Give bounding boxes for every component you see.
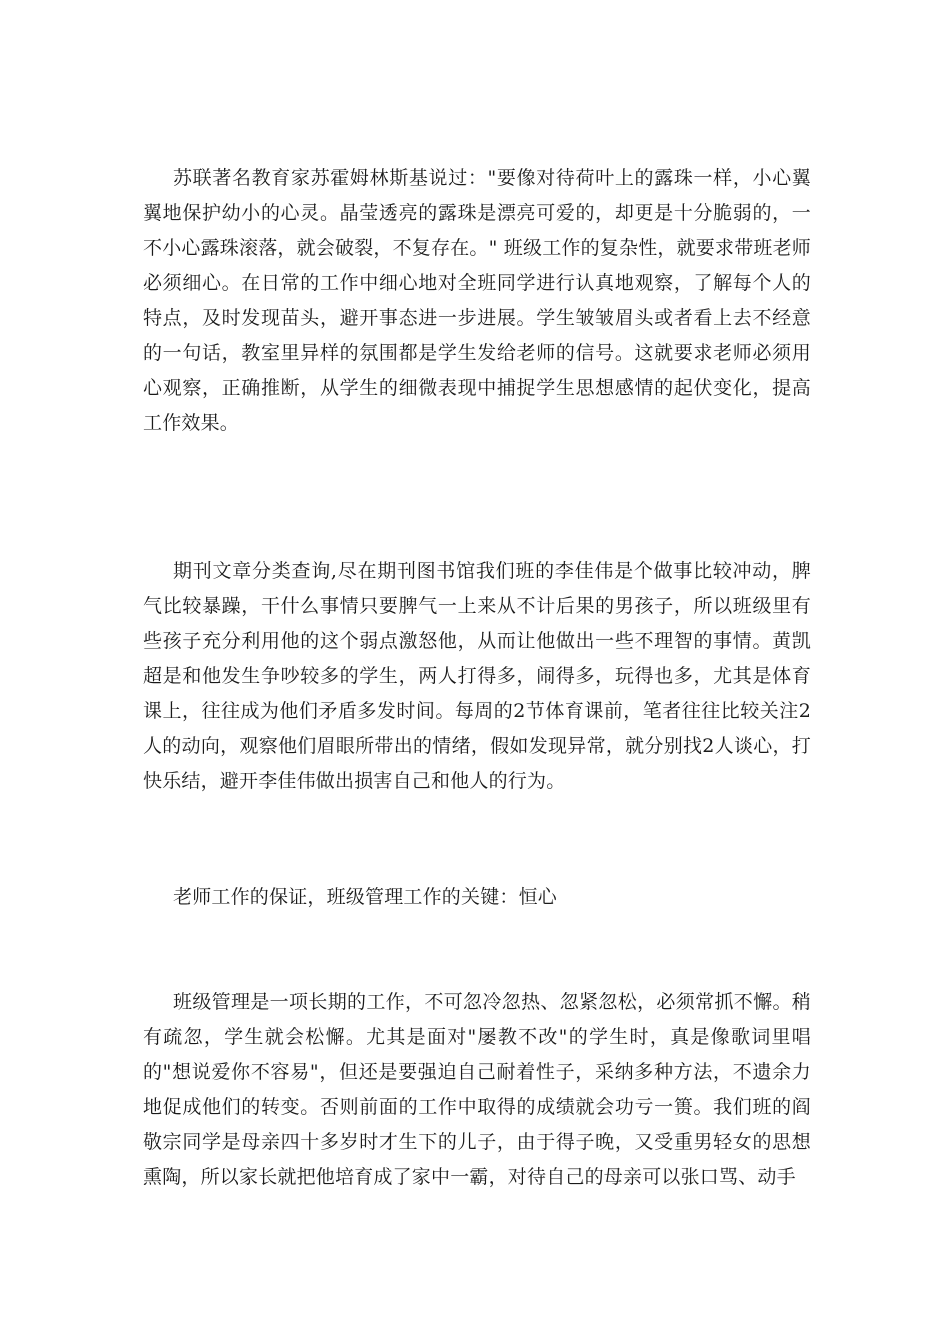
paragraph-observation: 苏联著名教育家苏霍姆林斯基说过："要像对待荷叶上的露珠一样，小心翼翼地保护幼小的心灵。晶莹透亮的露珠是漂亮可爱的，却更是十分脆弱的，一不小心露珠滚落，就会破裂，不复存在。" 班级工作的复杂性，就要求带班老师必须细心。在日常的工作中细心地对全班同学进行认真地观察，了解每个人的特点，及时发现苗头，避开事态进一步进展。学生皱皱眉头或者看上去不经意的一句话，教室里异样的氛围都是学生发给老师的信号。这就要求老师必须用心观察，正确推断，从学生的细微表现中捕捉学生思想感情的起伏变化，提高工作效果。 [143, 167, 811, 434]
paragraph-student-example: 期刊文章分类查询,尽在期刊图书馆我们班的李佳伟是个做事比较冲动，脾气比较暴躁，干什么事情只要脾气一上来从不计后果的男孩子，所以班级里有些孩子充分利用他的这个弱点激怒他，从而让他做出一些不理智的事情。黄凯超是和他发生争吵较多的学生，两人打得多，闹得多，玩得也多，尤其是体育课上，往往成为他们矛盾多发时间。每周的2节体育课前，笔者往往比较关注2人的动向，观察他们眉眼所带出的情绪，假如发现异常，就分别找2人谈心，打快乐结，避开李佳伟做出损害自己和他人的行为。 [143, 560, 811, 792]
section-heading-perseverance: 老师工作的保证，班级管理工作的关键：恒心 [173, 886, 558, 908]
paragraph-long-term-management: 班级管理是一项长期的工作，不可忽冷忽热、忽紧忽松，必须常抓不懈。稍有疏忽，学生就会松懈。尤其是面对"屡教不改"的学生时，真是像歌词里唱的"想说爱你不容易"，但还是要强迫自己耐着性子，采纳多种方法，不遗余力地促成他们的转变。否则前面的工作中取得的成绩就会功亏一篑。我们班的阎敬宗同学是母亲四十多岁时才生下的儿子，由于得子晚，又受重男轻女的思想熏陶，所以家长就把他培育成了家中一霸，对待自己的母亲可以张口骂、动手 [143, 991, 811, 1188]
